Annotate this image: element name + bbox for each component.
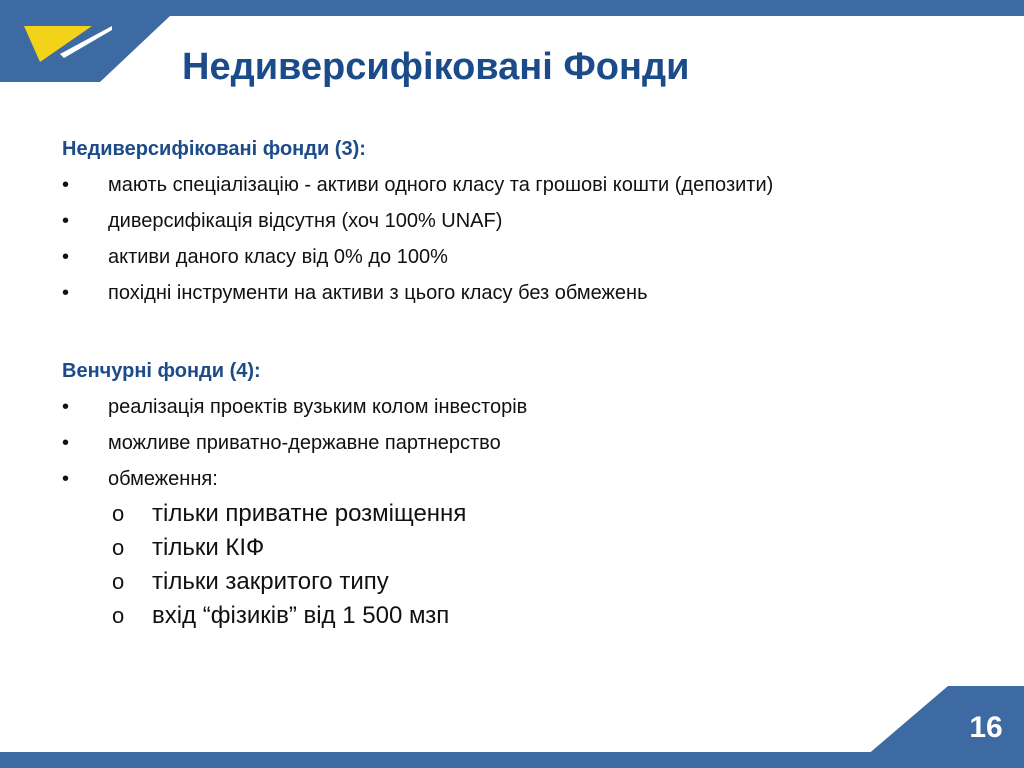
sub-bullet-marker: o (112, 501, 125, 526)
list-item (62, 167, 992, 203)
section-heading-venture: Венчурні фонди (4): (62, 360, 261, 382)
section-spacer (62, 311, 992, 353)
sub-item-text: тільки КІФ (152, 534, 265, 561)
logo-icon (0, 0, 170, 82)
bullet-marker: • (62, 174, 70, 196)
sub-item-text: тільки закритого типу (152, 568, 389, 595)
bullet-marker: • (62, 282, 70, 304)
slide-content (62, 131, 992, 633)
bullet-marker: • (62, 432, 70, 454)
section-heading-nondiversified: Недиверсифіковані фонди (3): (62, 138, 366, 160)
bullet-marker: • (62, 246, 70, 268)
bullet-text: диверсифікація відсутня (хоч 100% UNAF) (108, 210, 503, 232)
bullet-marker: • (62, 396, 70, 418)
sub-bullet-marker: o (112, 569, 125, 594)
bullet-text: мають спеціалізацію - активи одного класу та грошові кошти (депозити) (108, 174, 774, 196)
list-item (62, 461, 992, 497)
list-item (62, 389, 992, 425)
page-number: 16 (969, 711, 1003, 744)
list-item (62, 425, 992, 461)
list-item (62, 275, 992, 311)
sub-item-text: вхід “фізиків” від 1 500 мзп (152, 602, 450, 629)
bullet-marker: • (62, 210, 70, 232)
sub-bullet-marker: o (112, 535, 125, 560)
bullet-text: обмеження: (108, 468, 218, 490)
nondiversified-bullet-list (62, 167, 992, 311)
bullet-marker: • (62, 468, 70, 490)
list-item (62, 203, 992, 239)
list-item (62, 239, 992, 275)
sub-item-text: тільки приватне розміщення (152, 500, 467, 527)
sub-bullet-marker: o (112, 603, 125, 628)
sub-list-item (62, 497, 992, 531)
sub-list-item (62, 565, 992, 599)
bullet-text: можливе приватно-державне партнерство (108, 432, 501, 454)
sub-list-item (62, 531, 992, 565)
bullet-text: похідні інструменти на активи з цього класу без обмежень (108, 282, 648, 304)
restrictions-sub-list (62, 497, 992, 633)
bullet-text: реалізація проектів вузьким колом інвесторів (108, 396, 528, 418)
slide-title: Недиверсифіковані Фонди (182, 46, 690, 88)
venture-bullet-list (62, 389, 992, 497)
sub-list-item (62, 599, 992, 633)
bullet-text: активи даного класу від 0% до 100% (108, 246, 448, 268)
